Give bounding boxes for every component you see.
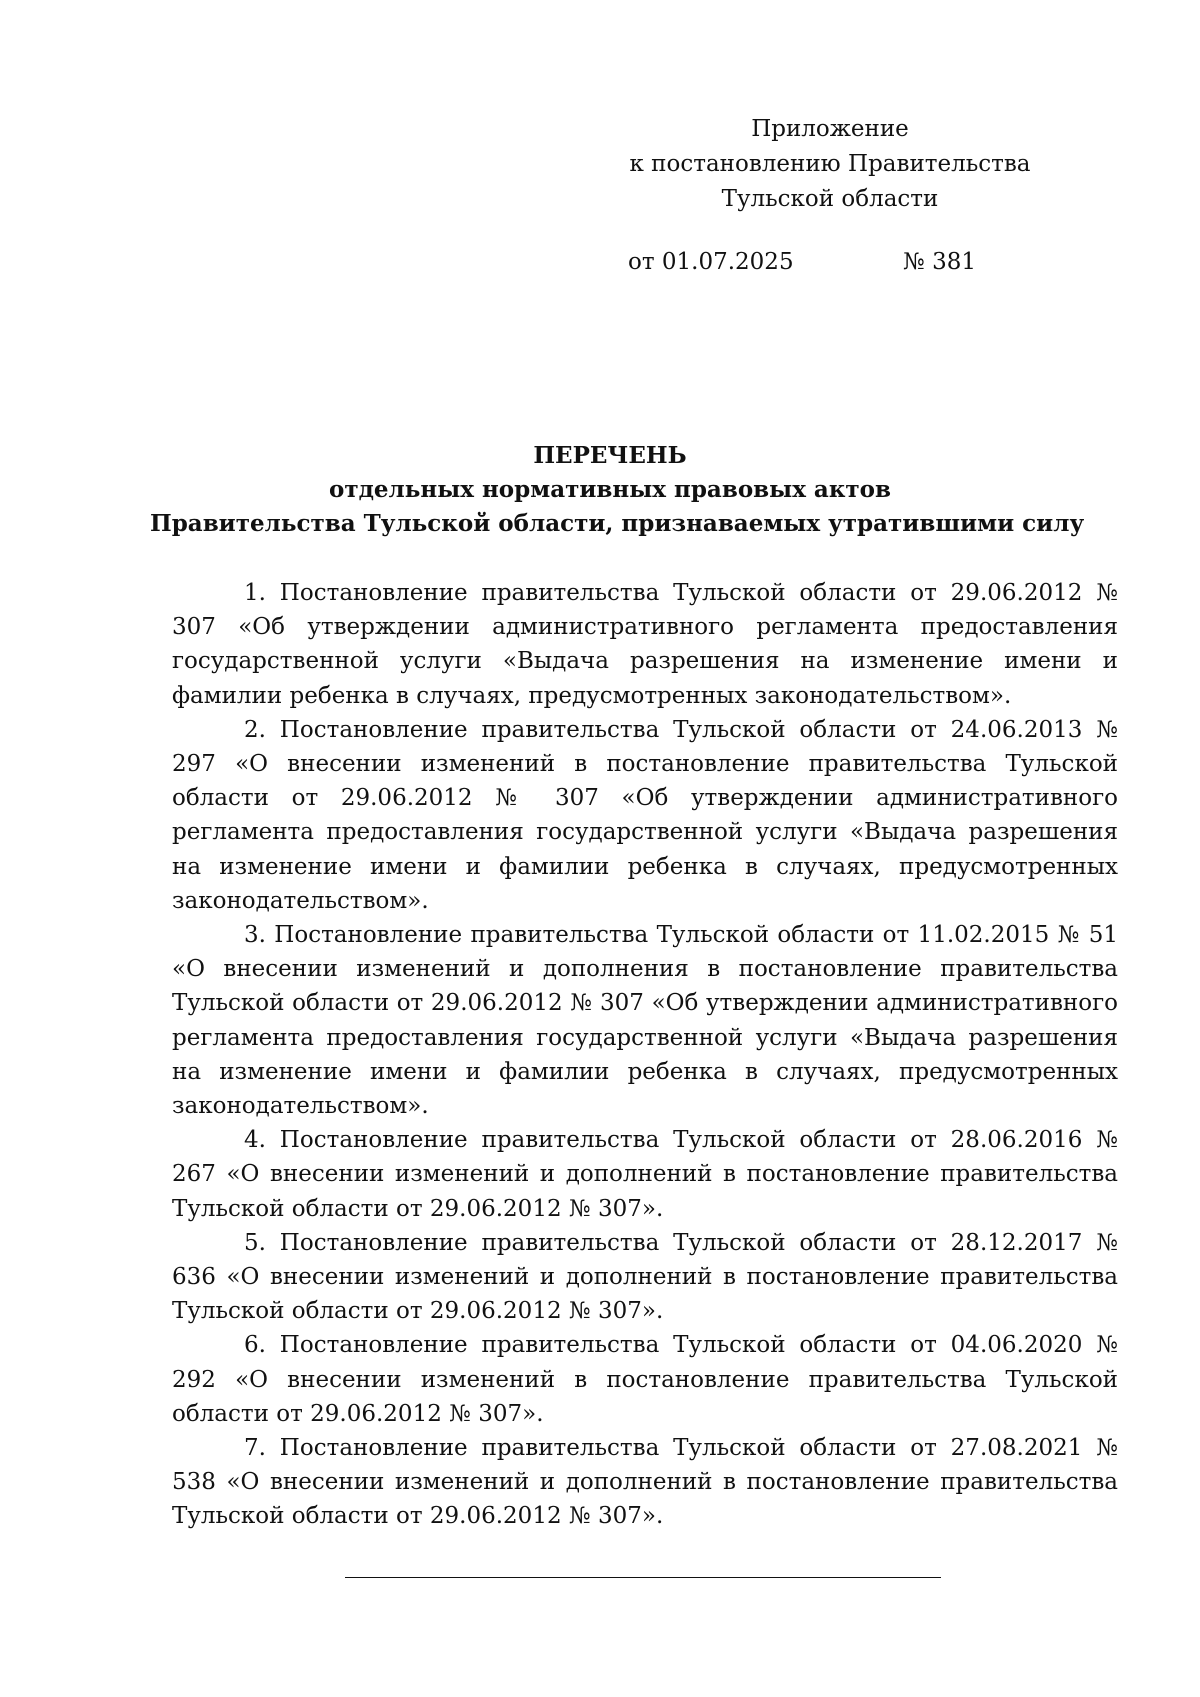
attachment-region-line: Тульской области [721,186,939,212]
document-reference [620,244,1040,280]
document-date: от 01.07.2025 [628,249,794,275]
list-item: 6. Постановление правительства Тульской области от 04.06.2020 № 292 «О внесении изменений в постановление правительства Тульской области от 29.06.2012 № 307». [172,1332,1118,1427]
heading-subtitle-2: Правительства Тульской области, признаваемых утратившими силу [150,510,1085,537]
document-number: № 381 [903,249,976,275]
list-item: 7. Постановление правительства Тульской области от 27.08.2021 № 538 «О внесении изменений и дополнений в постановление правительства Тульской области от 29.06.2012 № 307». [172,1435,1118,1530]
list-item: 4. Постановление правительства Тульской области от 28.06.2016 № 267 «О внесении изменений и дополнений в постановление правительства Тульской области от 29.06.2012 № 307». [172,1127,1118,1222]
closing-divider [345,1577,941,1578]
heading-subtitle: отдельных нормативных правовых актов [328,476,892,503]
attachment-title: Приложение [751,116,909,142]
document-heading [150,439,1085,541]
list-item: 1. Постановление правительства Тульской области от 29.06.2012 № 307 «Об утверждении административного регламента предоставления государственной услуги «Выдача разрешения на изменение имени и фамилии ребенка в случаях, предусмотренных законодательством». [172,580,1118,709]
attachment-resolution-line: к постановлению Правительства [629,151,1031,177]
acts-list [172,576,1118,1534]
list-item: 3. Постановление правительства Тульской области от 11.02.2015 № 51 «О внесении изменений и дополнения в постановление правительства Тульской области от 29.06.2012 № 307 «Об утверждении административного регламента предоставления государственной услуги «Выдача разрешения на изменение имени и фамилии ребенка в случаях, предусмотренных законодательством». [172,922,1118,1120]
list-item: 2. Постановление правительства Тульской области от 24.06.2013 № 297 «О внесении изменений в постановление правительства Тульской области от 29.06.2012 № 307 «Об утверждении административного регламента предоставления государственной услуги «Выдача разрешения на изменение имени и фамилии ребенка в случаях, предусмотренных законодательством». [172,716,1118,914]
attachment-block [620,112,1040,217]
heading-title: ПЕРЕЧЕНЬ [533,442,687,469]
list-item: 5. Постановление правительства Тульской области от 28.12.2017 № 636 «О внесении изменений и дополнений в постановление правительства Тульской области от 29.06.2012 № 307». [172,1229,1118,1325]
